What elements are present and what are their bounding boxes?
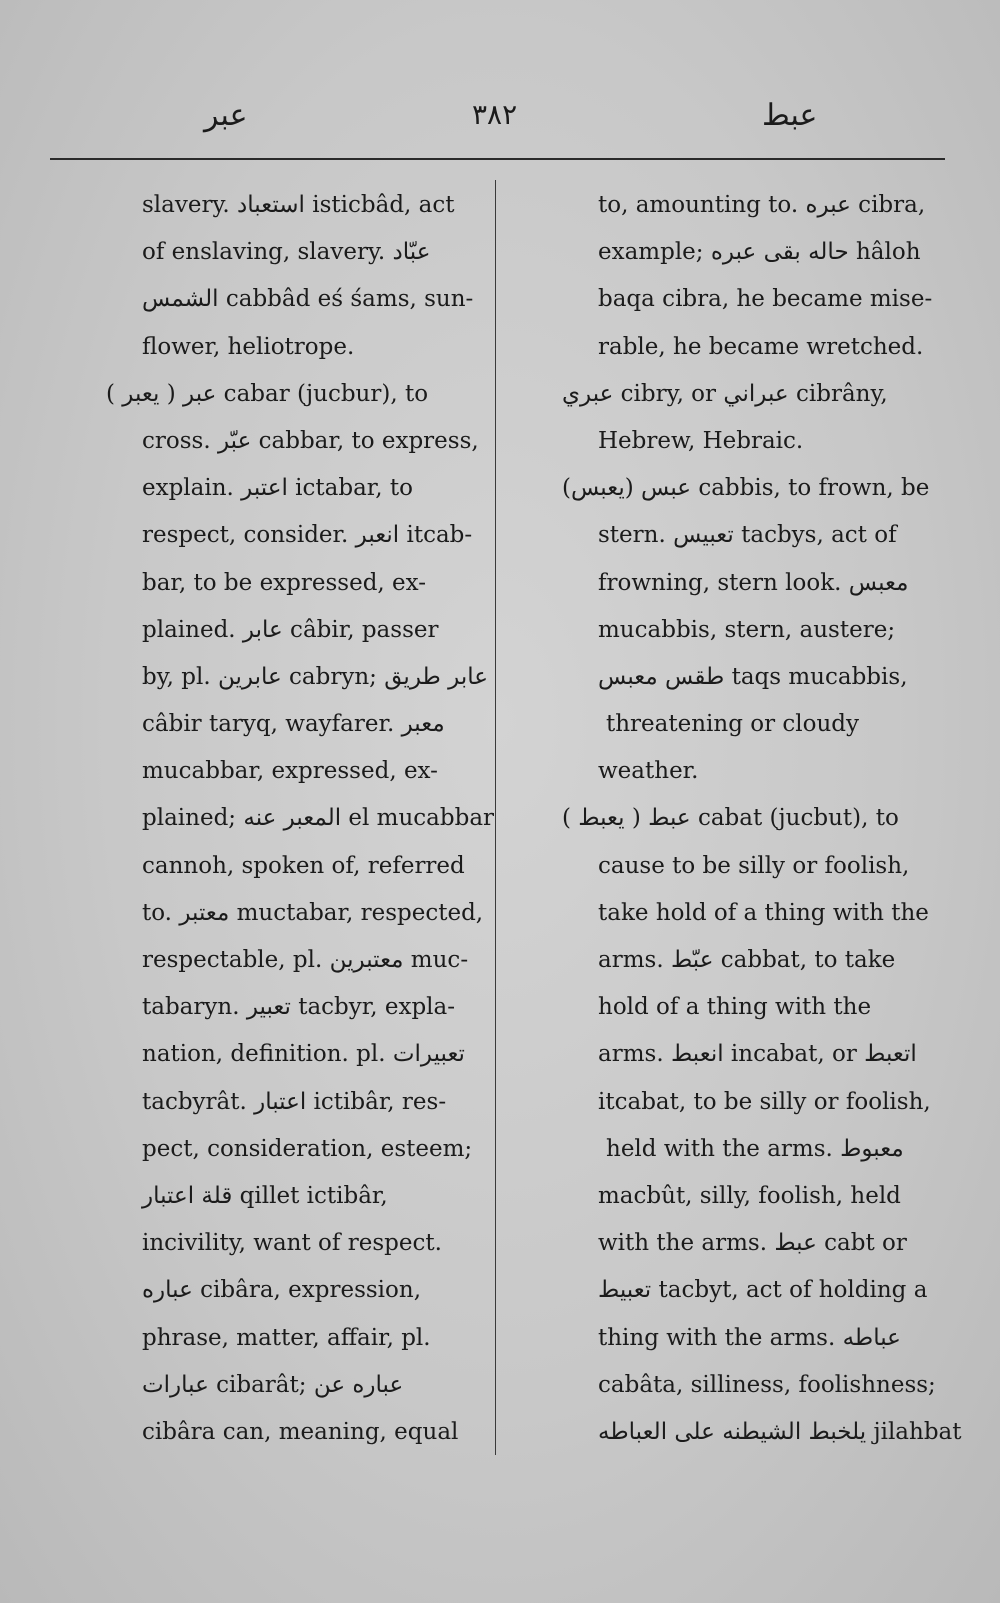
text-line: cannoh, spoken of, referred <box>142 852 465 879</box>
right-column <box>562 182 962 1456</box>
text-line: tacbyrât. اعتبار ictibâr, res- <box>142 1088 447 1115</box>
column-divider <box>495 180 496 1455</box>
text-line: عباره cibâra, expression, <box>142 1277 422 1304</box>
page-number: ۳۸۲ <box>472 98 518 131</box>
text-line: plained; المعبر عنه el mucabbar <box>142 805 495 832</box>
text-line: held with the arms. معبوط <box>606 1135 904 1162</box>
text-line: arms. انعبط incabat, or اتعبط <box>598 1041 917 1068</box>
header-rule <box>50 158 945 160</box>
text-line: طقس معبس taqs mucabbis, <box>598 663 908 690</box>
header-catchword-left: عبر <box>204 98 248 133</box>
text-line: by, pl. عابرين cabryn; عابر طريق <box>142 663 488 690</box>
text-line: itcabat, to be silly or foolish, <box>598 1088 931 1115</box>
text-line: respect, consider. انعبر itcab- <box>142 522 473 549</box>
text-line: to, amounting to. عبره cibra, <box>598 192 926 218</box>
text-line: rable, he became wretched. <box>598 333 924 360</box>
text-line: يلخبط الشيطنه على العباطه jilahbat <box>598 1418 962 1445</box>
text-line: nation, definition. pl. تعبيرات <box>142 1041 465 1068</box>
text-line: with the arms. عبط cabt or <box>598 1230 907 1257</box>
text-line: cause to be silly or foolish, <box>598 852 910 879</box>
text-line: تعبيط tacbyt, act of holding a <box>598 1277 928 1304</box>
text-line: Hebrew, Hebraic. <box>598 427 804 454</box>
text-line: slavery. استعباد isticbâd, act <box>142 192 455 218</box>
text-line: incivility, want of respect. <box>142 1230 442 1257</box>
text-line: of enslaving, slavery. عبّاد <box>142 239 431 266</box>
text-line: tabaryn. تعبير tacbyr, expla- <box>142 994 456 1021</box>
text-line: arms. عبّط cabbat, to take <box>598 947 896 973</box>
text-line: عبري cibry, or عبراني cibrâny, <box>562 380 888 407</box>
text-line: عبارات cibarât; عباره عن <box>142 1371 404 1398</box>
text-line: take hold of a thing with the <box>598 899 929 926</box>
left-column <box>106 182 495 1456</box>
text-line: thing with the arms. عباطه <box>598 1324 901 1351</box>
text-line: threatening or cloudy <box>606 711 860 738</box>
text-line: respectable, pl. معتبرين muc- <box>142 947 469 973</box>
header-catchword-right: عبط <box>762 98 818 133</box>
page-header <box>0 98 1000 138</box>
text-line: hold of a thing with the <box>598 994 872 1021</box>
text-line: câbir taryq, wayfarer. معبر <box>142 711 445 738</box>
text-line: example; حاله بقى عبره hâloh <box>598 239 921 266</box>
text-line: cabâta, silliness, foolishness; <box>598 1371 936 1398</box>
text-line: الشمس cabbâd eś śams, sun- <box>142 286 474 313</box>
text-line: stern. تعبيس tacbys, act of <box>598 522 897 549</box>
text-line: baqa cibra, he became mise- <box>598 286 933 313</box>
text-line: cibâra can, meaning, equal <box>142 1418 459 1445</box>
text-line: mucabbar, expressed, ex- <box>142 758 438 785</box>
text-line: weather. <box>598 758 699 785</box>
text-line: flower, heliotrope. <box>142 333 355 360</box>
text-line: plained. عابر câbir, passer <box>142 616 439 643</box>
text-line: to. معتبر muctabar, respected, <box>142 899 484 926</box>
text-line: قلة اعتبار qillet ictibâr, <box>142 1182 388 1209</box>
text-line: explain. اعتبر ictabar, to <box>142 475 413 502</box>
text-line: bar, to be expressed, ex- <box>142 569 426 596</box>
text-line: عبط ( يعبط ) cabat (jucbut), to <box>562 805 899 832</box>
text-line: mucabbis, stern, austere; <box>598 616 896 643</box>
text-line: macbût, silly, foolish, held <box>598 1182 901 1209</box>
text-line: phrase, matter, affair, pl. <box>142 1324 431 1351</box>
text-line: عبر ( يعبر ) cabar (jucbur), to <box>106 380 429 407</box>
text-line: عبس (يعبس) cabbis, to frown, be <box>562 475 930 502</box>
text-line: cross. عبّر cabbar, to express, <box>142 427 479 454</box>
text-line: pect, consideration, esteem; <box>142 1135 473 1162</box>
text-line: frowning, stern look. معبس <box>598 569 909 596</box>
